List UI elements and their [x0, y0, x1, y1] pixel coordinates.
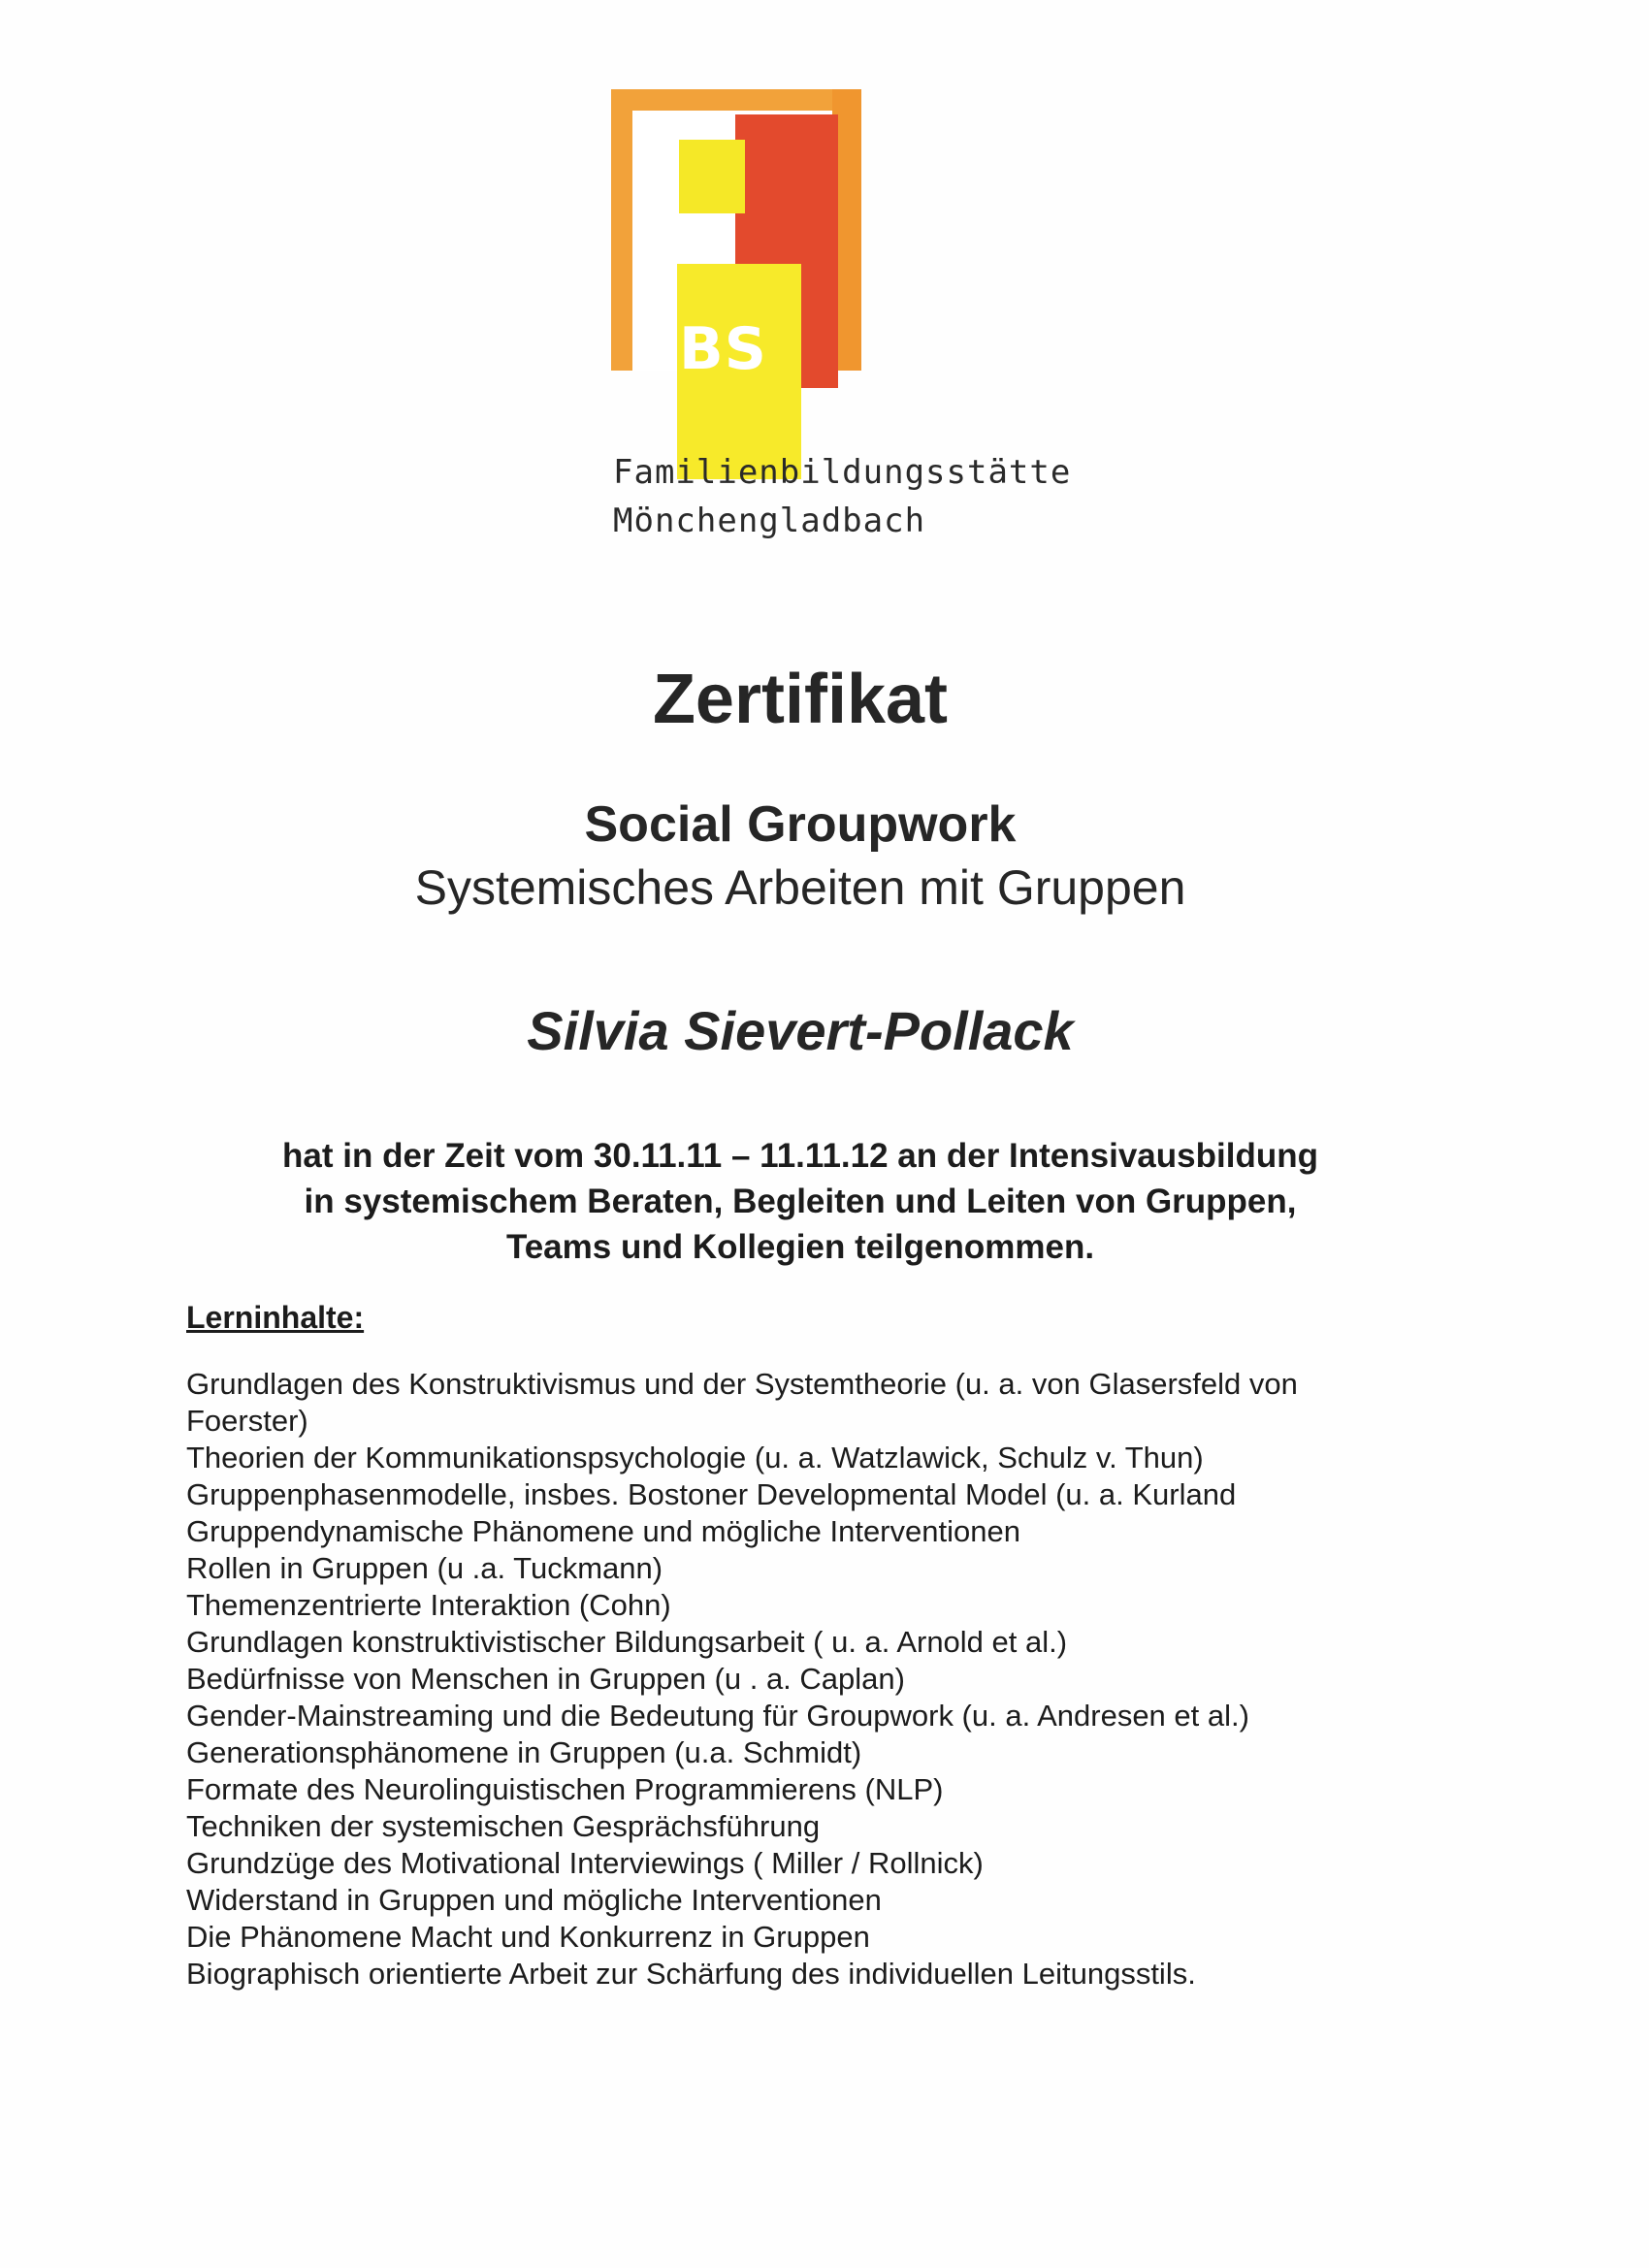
list-item: Generationsphänomene in Gruppen (u.a. Schmidt): [186, 1735, 862, 1769]
list-item: Gruppenphasenmodelle, insbes. Bostoner Developmental Model (u. a. Kurland: [186, 1477, 1237, 1511]
statement-line: Teams und Kollegien teilgenommen.: [505, 1228, 1095, 1266]
list-item: Gruppendynamische Phänomene und mögliche Interventionen: [186, 1514, 1020, 1548]
logo-yellow-block-top: [679, 140, 745, 213]
organization-name: [613, 448, 1071, 545]
organization-line-2: Mönchengladbach: [613, 502, 926, 540]
list-item: Grundlagen des Konstruktivismus und der Systemtheorie (u. a. von Glasersfeld von: [186, 1367, 1298, 1401]
course-subtitle: Systemisches Arbeiten mit Gruppen: [414, 860, 1186, 915]
contents-list: [186, 1366, 1418, 1993]
statement-line: in systemischem Beraten, Begleiten und Leiten von Gruppen,: [304, 1183, 1297, 1220]
participant-name: Silvia Sievert-Pollack: [527, 1000, 1074, 1061]
logo-frame-top: [611, 89, 861, 111]
certificate-title: Zertifikat: [652, 661, 949, 738]
course-title: Social Groupwork: [584, 796, 1017, 853]
logo-mark-text: BS: [679, 315, 767, 383]
list-item: Die Phänomene Macht und Konkurrenz in Gruppen: [186, 1920, 870, 1954]
list-item: Formate des Neurolinguistischen Programmierens (NLP): [186, 1772, 944, 1806]
list-item: Theorien der Kommunikationspsychologie (u. a. Watzlawick, Schulz v. Thun): [186, 1441, 1204, 1474]
list-item: Techniken der systemischen Gesprächsführung: [186, 1809, 821, 1843]
fbs-logo-icon: [611, 89, 863, 506]
list-item: Foerster): [186, 1404, 308, 1438]
participation-statement: [0, 1133, 1600, 1270]
logo-frame-left: [611, 89, 632, 371]
statement-line: hat in der Zeit vom 30.11.11 – 11.11.12 an der Intensivausbildung: [282, 1137, 1318, 1175]
list-item: Grundlagen konstruktivistischer Bildungsarbeit ( u. a. Arnold et al.): [186, 1625, 1068, 1659]
list-item: Grundzüge des Motivational Interviewings ( Miller / Rollnick): [186, 1846, 984, 1880]
contents-heading: Lerninhalte:: [186, 1300, 365, 1335]
list-item: Biographisch orientierte Arbeit zur Schärfung des individuellen Leitungsstils.: [186, 1957, 1196, 1991]
list-item: Themenzentrierte Interaktion (Cohn): [186, 1588, 671, 1622]
list-item: Gender-Mainstreaming und die Bedeutung für Groupwork (u. a. Andresen et al.): [186, 1699, 1249, 1733]
list-item: Widerstand in Gruppen und mögliche Interventionen: [186, 1883, 882, 1917]
list-item: Rollen in Gruppen (u .a. Tuckmann): [186, 1551, 663, 1585]
list-item: Bedürfnisse von Menschen in Gruppen (u . a. Caplan): [186, 1662, 905, 1696]
organization-line-1: Familienbildungsstätte: [613, 453, 1072, 492]
